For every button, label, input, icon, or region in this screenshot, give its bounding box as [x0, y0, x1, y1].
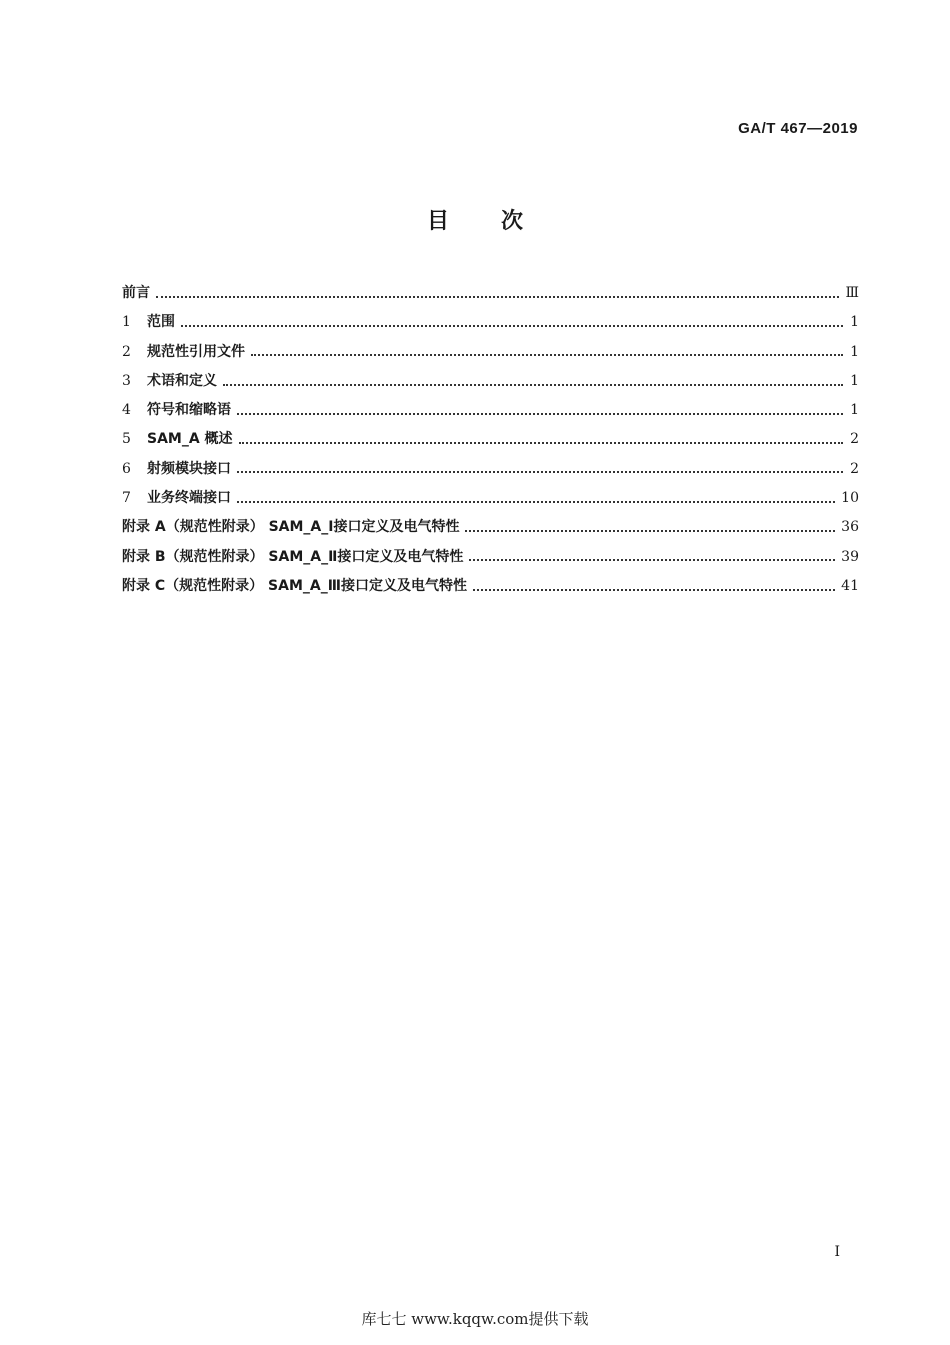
toc-entry-appendix-a[interactable]	[122, 514, 859, 543]
toc-leader-dots	[237, 467, 843, 473]
toc-leader-dots	[251, 350, 843, 356]
toc-entry-appendix-c[interactable]	[122, 573, 859, 602]
toc-entry-page: 1	[850, 343, 859, 360]
toc-leader-dots	[469, 555, 835, 561]
toc-entry-symbols-abbreviations[interactable]	[122, 397, 859, 426]
toc-entry-scope[interactable]	[122, 309, 859, 338]
toc-entry-number: 5	[122, 431, 131, 448]
toc-entry-number: 4	[122, 402, 131, 419]
toc-entry-label: 符号和缩略语	[147, 402, 231, 419]
toc-entry-number: 1	[122, 314, 131, 331]
toc-entry-label: SAM_A 概述	[147, 431, 233, 448]
toc-entry-page: 36	[841, 519, 859, 536]
toc-leader-dots	[239, 438, 843, 444]
toc-entry-number: 3	[122, 372, 131, 389]
toc-entry-number: 2	[122, 343, 131, 360]
toc-entry-label: 业务终端接口	[147, 490, 231, 507]
toc-entry-page: 1	[850, 314, 859, 331]
toc-entry-sam-a-overview[interactable]	[122, 426, 859, 455]
toc-leader-dots	[223, 380, 843, 386]
page-title: 目次	[426, 209, 575, 234]
toc-entry-preface[interactable]	[122, 280, 859, 309]
toc-entry-label: 前言	[122, 285, 150, 301]
table-of-contents	[122, 280, 859, 602]
toc-entry-label: 术语和定义	[147, 372, 217, 389]
toc-entry-page: 39	[841, 548, 859, 565]
toc-entry-appendix-b[interactable]	[122, 544, 859, 573]
toc-entry-label: 附录 A（规范性附录） SAM_A_Ⅰ接口定义及电气特性	[122, 519, 460, 536]
toc-leader-dots	[156, 292, 839, 298]
toc-entry-number: 6	[122, 460, 131, 477]
toc-entry-rf-module-interface[interactable]	[122, 456, 859, 485]
toc-entry-service-terminal-interface[interactable]	[122, 485, 859, 514]
toc-entry-page: 41	[841, 577, 859, 594]
toc-entry-label: 附录 C（规范性附录） SAM_A_Ⅲ接口定义及电气特性	[122, 577, 467, 594]
toc-leader-dots	[237, 497, 835, 503]
toc-entry-label: 范围	[147, 314, 175, 331]
toc-entry-label: 射频模块接口	[147, 460, 231, 477]
page-number: I	[834, 1244, 840, 1260]
document-code: GA/T 467—2019	[738, 120, 858, 137]
toc-entry-terms-definitions[interactable]	[122, 368, 859, 397]
toc-entry-page: Ⅲ	[845, 285, 859, 301]
toc-entry-page: 1	[850, 372, 859, 389]
download-watermark: 库七七 www.kqqw.com提供下载	[361, 1310, 589, 1328]
toc-entry-number: 7	[122, 490, 131, 507]
toc-entry-page: 10	[841, 490, 859, 507]
toc-leader-dots	[181, 321, 843, 327]
toc-leader-dots	[473, 585, 835, 591]
toc-entry-normative-references[interactable]	[122, 339, 859, 368]
toc-entry-page: 1	[850, 402, 859, 419]
toc-entry-page: 2	[850, 460, 859, 477]
toc-entry-page: 2	[850, 431, 859, 448]
toc-entry-label: 规范性引用文件	[147, 343, 245, 360]
toc-entry-label: 附录 B（规范性附录） SAM_A_Ⅱ接口定义及电气特性	[122, 548, 464, 565]
toc-leader-dots	[237, 409, 843, 415]
toc-leader-dots	[465, 526, 835, 532]
